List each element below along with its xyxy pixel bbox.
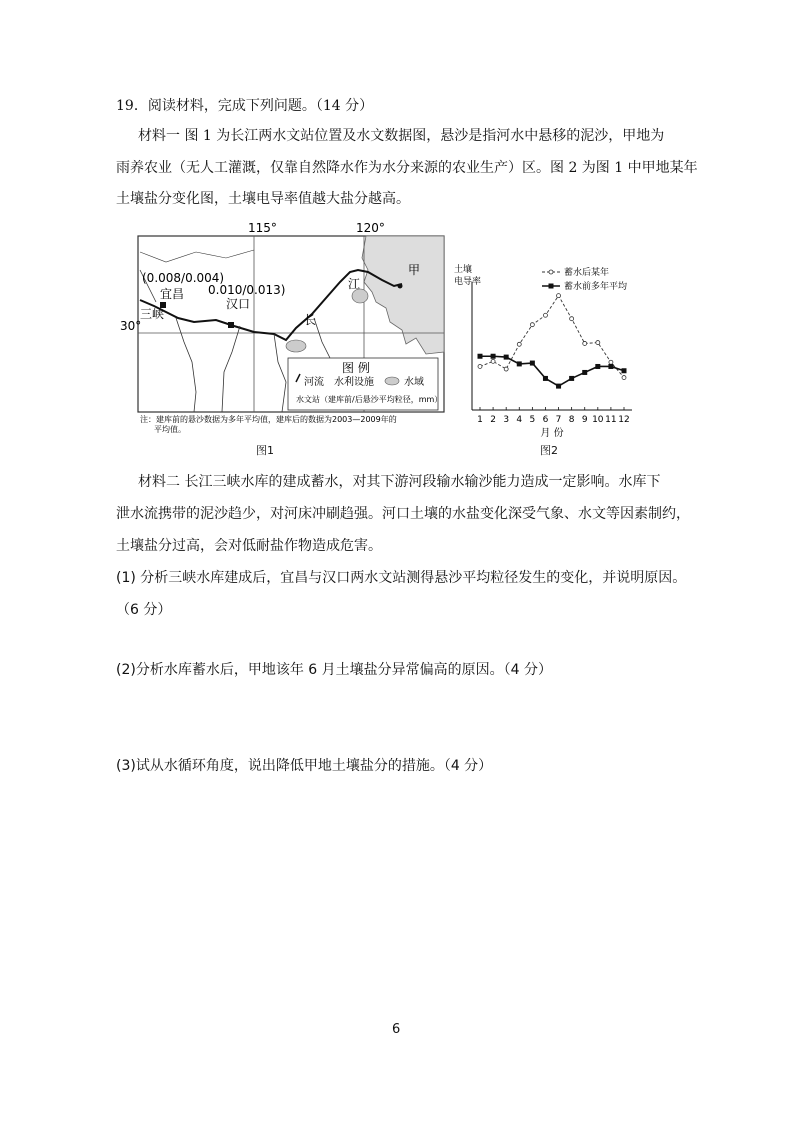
legend-station: 水文站（建库前/后悬沙平均粒径，mm） <box>296 395 443 404</box>
series-before-point <box>491 354 496 359</box>
material1-line2: 雨养农业（无人工灌溉，仅靠自然降水作为水分来源的农业生产）区。图 2 为图 1 中甲地某年 <box>116 160 698 176</box>
jia-label: 甲 <box>408 263 421 277</box>
series-before-point <box>582 370 587 375</box>
hankou-data-label: 0.010/0.013) <box>208 283 286 297</box>
legend-title: 图 例 <box>342 361 370 375</box>
series-after-point <box>596 341 600 345</box>
sanxia-label: 三峡 <box>140 307 165 321</box>
page-number: 6 <box>392 1022 401 1037</box>
y-axis-label: 土壤 <box>454 265 473 275</box>
series-before-point <box>543 376 548 381</box>
legend-after-marker <box>549 270 553 274</box>
legend-before-marker <box>549 284 554 289</box>
material1-line3: 土壤盐分变化图，土壤电导率值越大盐分越高。 <box>116 191 410 207</box>
series-before-point <box>504 355 509 360</box>
material2-line3: 土壤盐分过高，会对低耐盐作物造成危害。 <box>116 538 382 554</box>
chang-label: 长 <box>304 313 317 327</box>
series-after-line <box>480 296 624 378</box>
series-after-point <box>622 376 626 380</box>
x-tick-label: 4 <box>516 415 523 425</box>
figure2-caption: 图2 <box>540 444 558 457</box>
series-before-point <box>622 368 627 373</box>
series-before-point <box>595 364 600 369</box>
legend-after-label: 蓄水后某年 <box>564 268 610 278</box>
yichang-label: 宜昌 <box>160 287 185 301</box>
series-after-point <box>530 323 534 327</box>
series-after-point <box>543 313 547 317</box>
series-after-point <box>583 341 587 345</box>
x-tick-label: 2 <box>490 415 496 425</box>
x-tick-label: 6 <box>542 415 549 425</box>
series-after-point <box>557 294 561 298</box>
material2-line2: 泄水流携带的泥沙趋少，对河床冲刷趋强。河口土壤的水盐变化深受气象、水文等因素制约， <box>116 506 690 522</box>
legend-facility: 水利设施 <box>334 377 374 388</box>
series-after-point <box>504 367 508 371</box>
map-note-line2: 平均值。 <box>154 425 186 434</box>
material1-line1: 材料一 图 1 为长江两水文站位置及水文数据图，悬沙是指河水中悬移的泥沙，甲地为 <box>138 128 665 144</box>
series-after-point <box>609 360 613 364</box>
x-tick-label: 9 <box>581 415 588 425</box>
lat-30-label: 30° <box>120 319 142 333</box>
map-note-line1: 注：建库前的悬沙数据为多年平均值，建库后的数据为2003—2009年的 <box>140 415 397 424</box>
x-tick-label: 8 <box>568 415 575 425</box>
series-before-point <box>608 364 613 369</box>
x-tick-label: 7 <box>555 415 562 425</box>
x-tick-label: 12 <box>618 415 630 425</box>
question1-line1: (1) 分析三峡水库建成后，宜昌与汉口两水文站测得悬沙平均粒径发生的变化，并说明原因。 <box>116 570 687 586</box>
figure2-chart <box>454 262 644 442</box>
x-tick-label: 11 <box>605 415 617 425</box>
water-legend-icon <box>385 377 399 385</box>
series-after-point <box>491 359 495 363</box>
lon-115-label: 115° <box>248 221 277 235</box>
x-tick-label: 3 <box>503 415 510 425</box>
x-tick-label: 1 <box>477 415 483 425</box>
legend-water: 水域 <box>404 377 424 388</box>
legend-river: 河流 <box>304 377 324 388</box>
series-before-point <box>569 376 574 381</box>
lon-120-label: 120° <box>356 221 385 235</box>
legend-before-label: 蓄水前多年平均 <box>564 282 628 292</box>
y-axis-label: 电导率 <box>454 277 482 287</box>
question1-line2: （6 分） <box>116 602 172 618</box>
series-before-point <box>556 384 561 389</box>
question-header: 19．阅读材料，完成下列问题。（14 分） <box>116 98 374 114</box>
series-after-point <box>570 317 574 321</box>
material2-line1: 材料二 长江三峡水库的建成蓄水，对其下游河段输水输沙能力造成一定影响。水库下 <box>138 474 661 490</box>
x-tick-label: 5 <box>529 415 536 425</box>
question3: (3)试从水循环角度，说出降低甲地土壤盐分的措施。（4 分） <box>116 758 493 774</box>
series-after-point <box>517 342 521 346</box>
series-before-line <box>480 356 624 386</box>
series-before-point <box>478 354 483 359</box>
x-axis-label: 月 份 <box>540 428 564 439</box>
figure1-map <box>120 221 448 434</box>
x-tick-label: 10 <box>592 415 604 425</box>
series-after-point <box>478 364 482 368</box>
series-before-point <box>517 361 522 366</box>
yichang-data-label: (0.008/0.004) <box>142 271 225 285</box>
question2: (2)分析水库蓄水后，甲地该年 6 月土壤盐分异常偏高的原因。（4 分） <box>116 662 552 678</box>
jiang-label: 江 <box>348 277 361 291</box>
hankou-label: 汉口 <box>226 297 251 311</box>
series-before-point <box>530 361 535 366</box>
figure1-caption: 图1 <box>256 444 274 457</box>
